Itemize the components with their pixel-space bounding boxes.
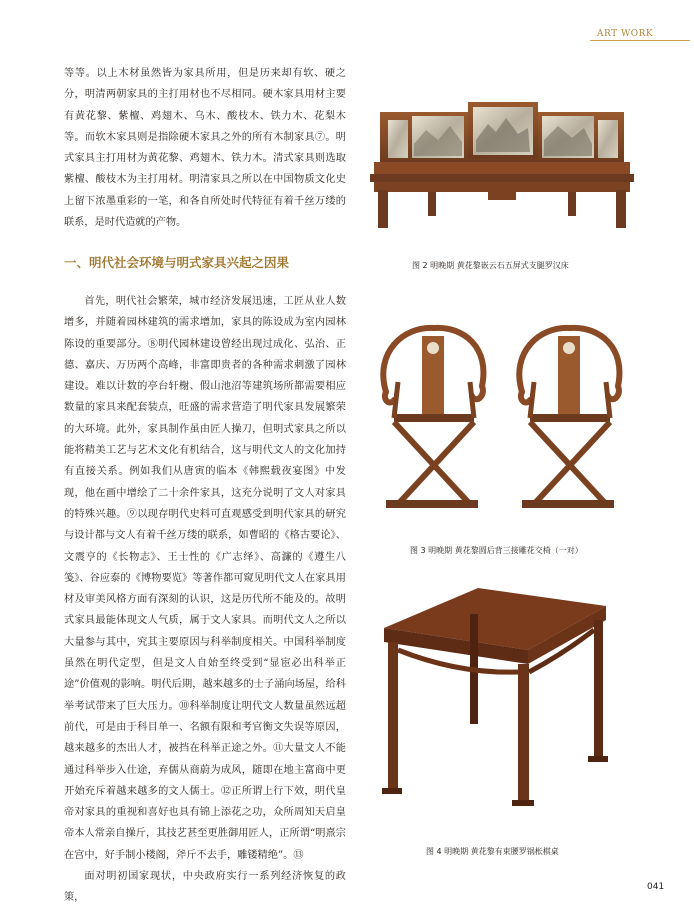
figure-4-game-table-image bbox=[378, 584, 610, 808]
body-text-block bbox=[64, 291, 346, 909]
header-tag: ART WORK bbox=[597, 29, 654, 39]
section-heading: 一、明代社会环境与明式家具兴起之因果 bbox=[64, 255, 290, 270]
page-number: 041 bbox=[647, 882, 665, 892]
figure-4-caption: 图 4 明晚期 黄花黎有束腰罗锅枨棋桌 bbox=[426, 847, 559, 856]
figure-3-caption: 图 3 明晚期 黄花黎圆后背三接雕花交椅（一对） bbox=[410, 546, 583, 555]
body-paragraph-2: 面对明初国家现状，中央政府实行一系列经济恢复的政策， bbox=[64, 871, 346, 904]
header-rule bbox=[590, 40, 690, 41]
figure-3-folding-chairs-image bbox=[364, 322, 640, 518]
figure-2-caption: 图 2 明晚期 黄花黎嵌云石五屏式支腿罗汉床 bbox=[412, 261, 569, 270]
intro-text-block bbox=[64, 63, 346, 233]
intro-paragraph: 等等。以上木材虽然皆为家具所用，但是历来却有软、硬之分，明清两朝家具的主打用材也不尽相同。硬木家具用材主要有黄花黎、紫檀、鸡翅木、乌木、酸枝木、铁力木、花梨木等。而软木家具则是指除硬木家具之外的所有木制家具⑦。明式家具主打用材为黄花黎、鸡翅木、铁力木。清式家具则选取紫檀、酸枝木为主打用材。明清家具之所以在中国物质文化史上留下浓墨重彩的一笔，和各自所处时代特征有着千丝万缕的联系，是时代造就的产物。 bbox=[64, 68, 346, 229]
figure-2-luohan-bed-image bbox=[368, 100, 636, 232]
body-paragraph-1: 首先，明代社会繁荣，城市经济发展迅速，工匠从业人数增多，并随着园林建筑的需求增加，家具的陈设成为室内园林陈设的重要部分。⑧明代园林建设曾经出现过成化、弘治、正德、嘉庆、万历两个高峰，非富即贵者的各种需求刺激了园林建设。难以计数的亭台轩榭、假山池沼等建筑场所都需要相应数量的家具来配套装点，旺盛的需求营造了明代家具发展繁荣的大环境。此外，家具制作虽由匠人操刀，但明式家具之所以能将精美工艺与艺术文化有机结合，这与明代文人的文化加持有直接关系。例如我们从唐寅的临本《韩熙载夜宴图》中发现，他在画中增绘了二十余件家具，这充分说明了文人对家具的特殊兴趣。⑨以现存明代史料可直观感受到明代家具的研究与设计都与文人有着千丝万缕的联系，如曹昭的《格古要论》、文震亨的《长物志》、王士性的《广志绎》、高濂的《遵生八笺》、谷应泰的《博物要览》等著作都可窥见明代文人在家具用材及审美风格方面有深刻的认识，这是历代所不能及的。故明式家具最能体现文人气质，属于文人家具。而明代文人之所以大量参与其中，究其主要原因与科举制度相关。中国科举制度虽然在明代定型，但是文人自始至终受到“显宦必出科举正途”价值观的影响。明代后期，越来越多的士子涌向场屋，给科举考试带来了巨大压力。⑩科举制度让明代文人数量虽然远超前代，可是由于科目单一、名额有限和考官衡文失误等原因，越来越多的杰出人才，被挡在科举正途之外。⑪大量文人不能通过科举步入仕途，弃儒从商蔚为成风，随即在地主富商中更开始充斥着越来越多的文人儒士。⑫正所谓上行下效，明代皇帝对家具的重视和喜好也具有锦上添花之功，众所周知天启皇帝本人常亲自操斤，其技艺甚至更胜御用匠人，正所谓“明熹宗在宫中，好手制小楼阁，斧斤不去手，雕镂精绝”。⑬ bbox=[64, 296, 346, 861]
